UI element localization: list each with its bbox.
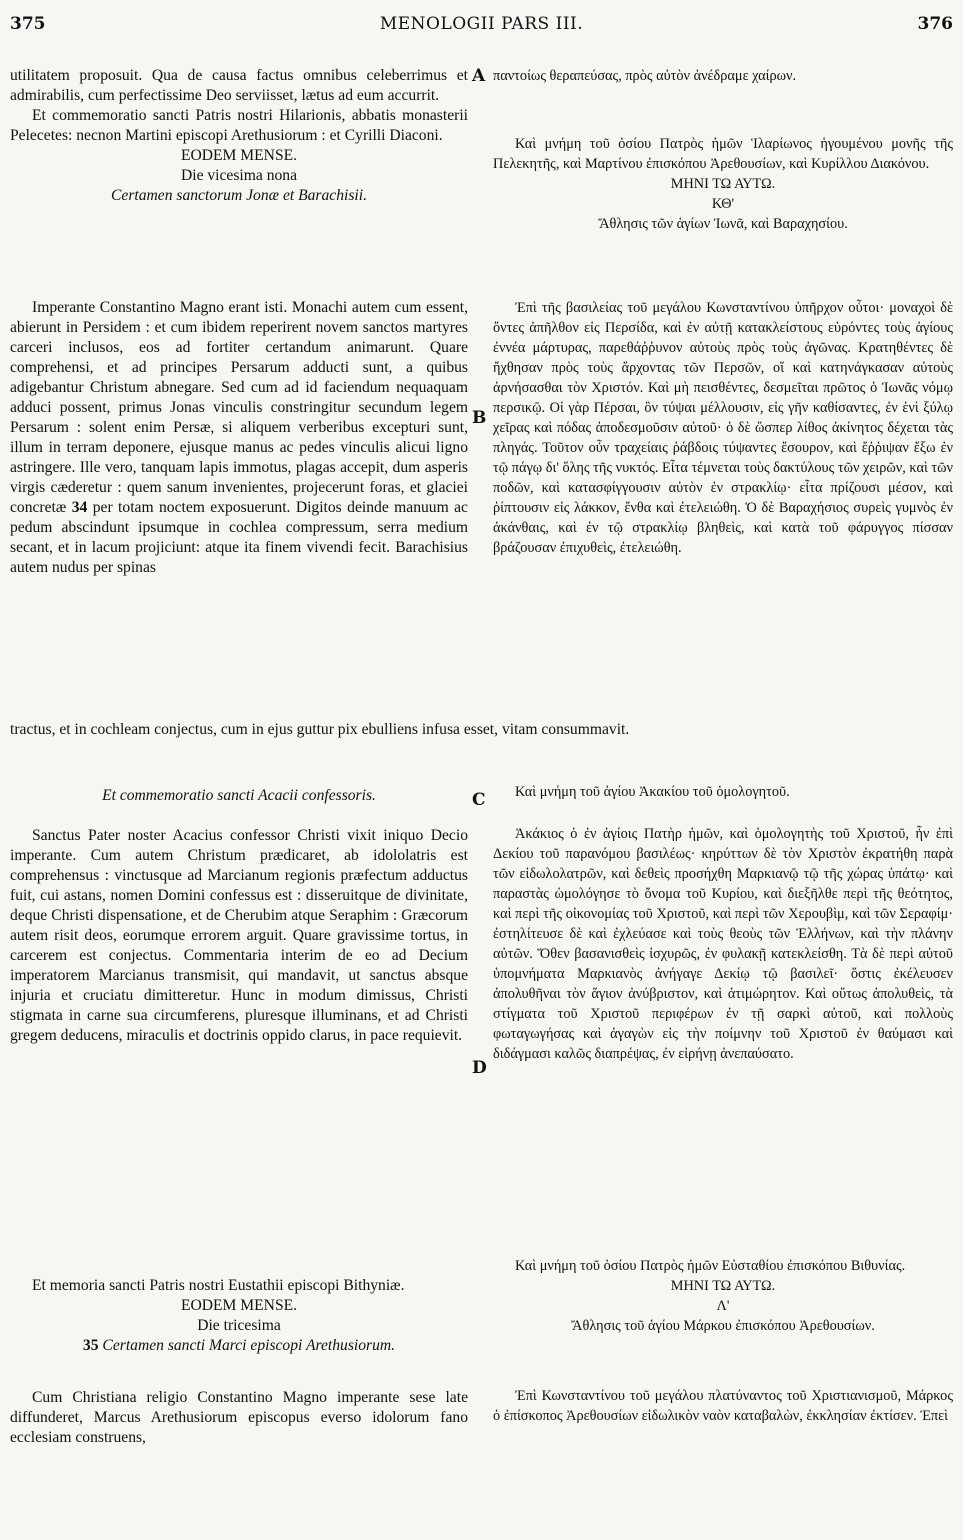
greek-marcus-text: Ἐπὶ Κωνσταντίνου τοῦ μεγάλου πλατύναντος τοῦ Χριστιανισμοῦ, Μάρκος ὁ ἐπίσκοπος Ἀρεθουσίων εἰδωλικὸν ναὸν καταβαλὼν, ἐκκλησίαν ἐκτίσεν. Ἐπεὶ xyxy=(493,1388,953,1424)
greek-mense-heading-2: ΜΗΝΙ ΤΩ ΑΥΤΩ. xyxy=(670,1278,776,1294)
greek-mense-heading: ΜΗΝΙ ΤΩ ΑΥΤΩ. xyxy=(670,176,776,192)
greek-title-jonas: Ἄθλησις τῶν ἁγίων Ἰωνᾶ, καὶ Βαραχησίου. xyxy=(598,216,848,232)
page-number-left: 375 xyxy=(10,14,46,34)
margin-letter-d: D xyxy=(472,1058,487,1078)
page-header xyxy=(10,14,953,44)
greek-acacius-text: Ἀκάκιος ὁ ἐν ἁγίοις Πατὴρ ἡμῶν, καὶ ὁμολογητὴς τοῦ Χριστοῦ, ἦν ἐπὶ Δεκίου τοῦ παρανόμου βασιλέως· κηρύττων δὲ τὸν Χριστὸν ἐκρατήθη παρὰ τῶν εἰδωλολατρῶν, καὶ δεθεὶς προσήχθη Μαρκιανῷ τῷ τῆς χώρας ὑπάτῳ· καὶ παραστὰς ὡμολόγησε τὸ ὄνομα τοῦ Κυρίου, καὶ διεξῆλθε περὶ τῆς θεότητος, καὶ περὶ τῆς οἰκονομίας τοῦ Χριστοῦ, καὶ περὶ τῶν Χερουβὶμ, καὶ τῶν Σεραφίμ· ἐστηλίτευσε δὲ καὶ ἐχλεύασε καὶ τοὺς θεοὺς τῶν Ἑλλήνων, καὶ τὴν πλάνην αὐτῶν. Ὅθεν βασανισθεὶς ἰσχυρῶς, ἐν φυλακῇ κατεκλείσθη. Τὰ δὲ περὶ αὐτοῦ ὑπομνήματα Μαρκιανὸς ἀνήγαγε Δεκίῳ τῷ βασιλεῖ· ὅστις ἐκέλευσεν ἀπολυθῆναι τὸν ἅγιον ἀνύβριστον, καὶ ἀτιμώρητον. Καὶ οὕτως ἀπολυθεὶς, τὰ στίγματα τοῦ Χριστοῦ περιφέρων ἐν τῇ σαρκὶ αὐτοῦ, καὶ πολλοὺς φωταγωγήσας καὶ ἀγαγὼν εἰς τὴν ποίμνην τοῦ Χριστοῦ ἐν θαύμασι καὶ διδάγμασι καλῶς διαπρέψας, ἐν εἰρήνῃ ἀνεπαύσατο. xyxy=(493,826,953,1062)
latin-paragraph-1: utilitatem proposuit. Qua de causa factus omnibus celeberrimus et admirabilis, cum perfectissime Deo serviisset, lætus ad eum accurrit. xyxy=(10,67,468,104)
greek-title-acacius: Καὶ μνήμη τοῦ ἁγίου Ἀκακίου τοῦ ὁμολογητοῦ. xyxy=(515,784,790,800)
latin-mense-heading-2: EODEM MENSE. xyxy=(180,1297,298,1314)
margin-letter-a: A xyxy=(472,66,486,86)
greek-paragraph-1: παντοίως θεραπεύσας, πρὸς αὐτὸν ἀνέδραμε χαίρων. xyxy=(493,68,797,84)
latin-title-jonas: Certamen sanctorum Jonæ et Barachisii. xyxy=(111,187,367,204)
latin-mense-heading: EODEM MENSE. xyxy=(180,147,298,164)
latin-commemoration-hilarion: Et commemoratio sancti Patris nostri Hilarionis, abbatis monasterii Pelecetes: necnon Martini episcopi Arethusiorum : et Cyrilli Diaconi. xyxy=(10,107,468,144)
margin-letter-c: C xyxy=(472,790,486,810)
latin-marcus-text: Cum Christiana religio Constantino Magno imperante sese late diffunderet, Marcus Arethusiorum episcopus everso idolorum fano ecclesiam construens, xyxy=(10,1389,468,1446)
greek-title-marcus: Ἄθλησις τοῦ ἁγίου Μάρκου ἐπισκόπου Ἀρεθουσίων. xyxy=(571,1318,875,1334)
latin-title-acacius: Et commemoratio sancti Acacii confessoris. xyxy=(102,787,376,804)
latin-day-heading-2: Die tricesima xyxy=(197,1317,281,1334)
latin-acacius-text: Sanctus Pater noster Acacius confessor Christi vixit iniquo Decio imperante. Cum autem Christum prædicaret, ab idololatris est comprehensus : vinctusque ad Marcianum regionis præfectum adductus fuit, cui astans, nomen Domini confessus est : disseruitque de divinitate, deque Christi dispensatione, et de Cherubim atque Seraphim : Græcorum autem risit deos, eorumque errorem arguit. Quare gravissime tortus, in carcerem est conjectus. Commentaria interim de eo ad Decium imperatorem Marcianus transmisit, qui mandavit, ut sanctus absque injuria et cruciatu dimitteretur. Hunc in modum dimissus, Christi stigmata in carne sua circumferens, pluresque illuminans, et ad Christi gregem deducens, miraculis et doctrinis oppido clarus, in pace requievit. xyxy=(10,827,468,1044)
latin-eustathius-commemoration: Et memoria sancti Patris nostri Eustathii episcopi Bithyniæ. xyxy=(32,1277,405,1294)
latin-title-marcus: 35 Certamen sancti Marci episcopi Arethusiorum. xyxy=(82,1337,396,1354)
greek-day-heading-2: Λ' xyxy=(716,1298,730,1314)
full-width-line: tractus, et in cochleam conjectus, cum in ejus guttur pix ebulliens infusa esset, vitam consummavit. xyxy=(10,721,630,738)
latin-marginal-number-34: 34 xyxy=(71,499,88,516)
greek-day-heading: ΚΘ' xyxy=(711,196,735,212)
running-title: MENOLOGII PARS III. xyxy=(379,14,584,34)
latin-day-heading: Die vicesima nona xyxy=(180,167,298,184)
latin-marginal-number-35: 35 xyxy=(82,1337,99,1354)
greek-jonas-text: Ἐπὶ τῆς βασιλείας τοῦ μεγάλου Κωνσταντίνου ὑπῆρχον οὗτοι· μοναχοὶ δὲ ὄντες ἀπῆλθον εἰς Περσίδα, καὶ ἐν αὐτῇ κατακλείστους εὑρόντες τοὺς ἁγίους ἐννέα μάρτυρας, παρεθάῤῥυνον αὐτοὺς πρὸς τοὺς ἀγῶνας. Κρατηθέντες δὲ ἤχθησαν πρὸς τοὺς ἄρχοντας τῶν Περσῶν, οἵ καὶ κατηνάγκασαν αὐτοὺς ἀρνήσασθαι τὸν Χριστόν. Καὶ μὴ πεισθέντες, δεσμεῖται πρῶτος ὁ Ἰωνᾶς νόμῳ περσικῷ. Οἱ γὰρ Πέρσαι, ὃν τύψαι μέλλουσιν, εἰς γῆν καθίσαντες, ἐν ἑνὶ ξύλῳ χεῖρας καὶ πόδας ἀποδεσμοῦσιν αὐτοῦ· ὁ δὲ ὥσπερ λίθος ἀκίνητος δέχεται τὰς πληγάς. Τοῦτον οὖν τραχείαις ῥάβδοις τύψαντες ἔσουρον, καὶ ἔῤῥιψαν ἔξω ἐν τῷ πάγῳ δι' ὅλης τῆς νυκτός. Εἶτα τέμνεται τοὺς δακτύλους τῶν χειρῶν, καὶ τῶν ποδῶν, καὶ κατασφίγγουσιν αὐτὸν ἐν στρακλίῳ· εἶτα πρίζουσι μέσον, καὶ ῥίπτουσιν εἰς λάκκον, ἔνθα καὶ ἐτελειώθη. Ὁ δὲ Βαραχήσιος συρεὶς γυμνὸς ἐν ἀκάνθαις, καὶ ἐν τῷ στρακλίῳ βληθεὶς, καὶ κατὰ τοῦ φάρυγγος πίσσαν βράζουσαν ἐπιχυθεὶς, ἐτελειώθη. xyxy=(493,300,953,556)
latin-jonas-text: Imperante Constantino Magno erant isti. Monachi autem cum essent, abierunt in Persidem : et cum ibidem reperirent novem sanctos martyres carceri inclusos, eos ad fortiter certandum animarunt. Quare comprehensi, et ad principes Persarum adducti sunt, a quibus adigebantur Christum abnegare. Sed cum ad id faciendum nequaquam adduci possent, primus Jonas vinculis constringitur secundum legem Persarum : solent enim Persæ, si aliquem verberibus excepturi sunt, illum in terram deponere, ejusque manus ac pedes vinculis alicui ligno astringere. Ille vero, tanquam lapis immotus, plagas accepit, dum asperis virgis cæderetur : quem sanum invenientes, projecerunt foras, et glaciei concretæ 34 per totam noctem exposuerunt. Digitos deinde manuum ac pedum abscindunt ipsumque in cochlea compressum, serra medium secant, et in lacum projiciunt: atque ita finem vivendi fecit. Barachisius autem nudus per spinas xyxy=(10,299,468,576)
page-number-right: 376 xyxy=(917,14,953,34)
margin-letter-b: B xyxy=(472,408,487,428)
greek-commemoration-hilarion: Καὶ μνήμη τοῦ ὁσίου Πατρὸς ἡμῶν Ἱλαρίωνος ἡγουμένου μονῆς τῆς Πελεκητῆς, καὶ Μαρτίνου ἐπισκόπου Ἀρεθουσίων, καὶ Κυρίλλου Διακόνου. xyxy=(493,136,953,172)
greek-eustathius-commemoration: Καὶ μνήμη τοῦ ὁσίου Πατρὸς ἡμῶν Εὐσταθίου ἐπισκόπου Βιθυνίας. xyxy=(515,1258,906,1274)
